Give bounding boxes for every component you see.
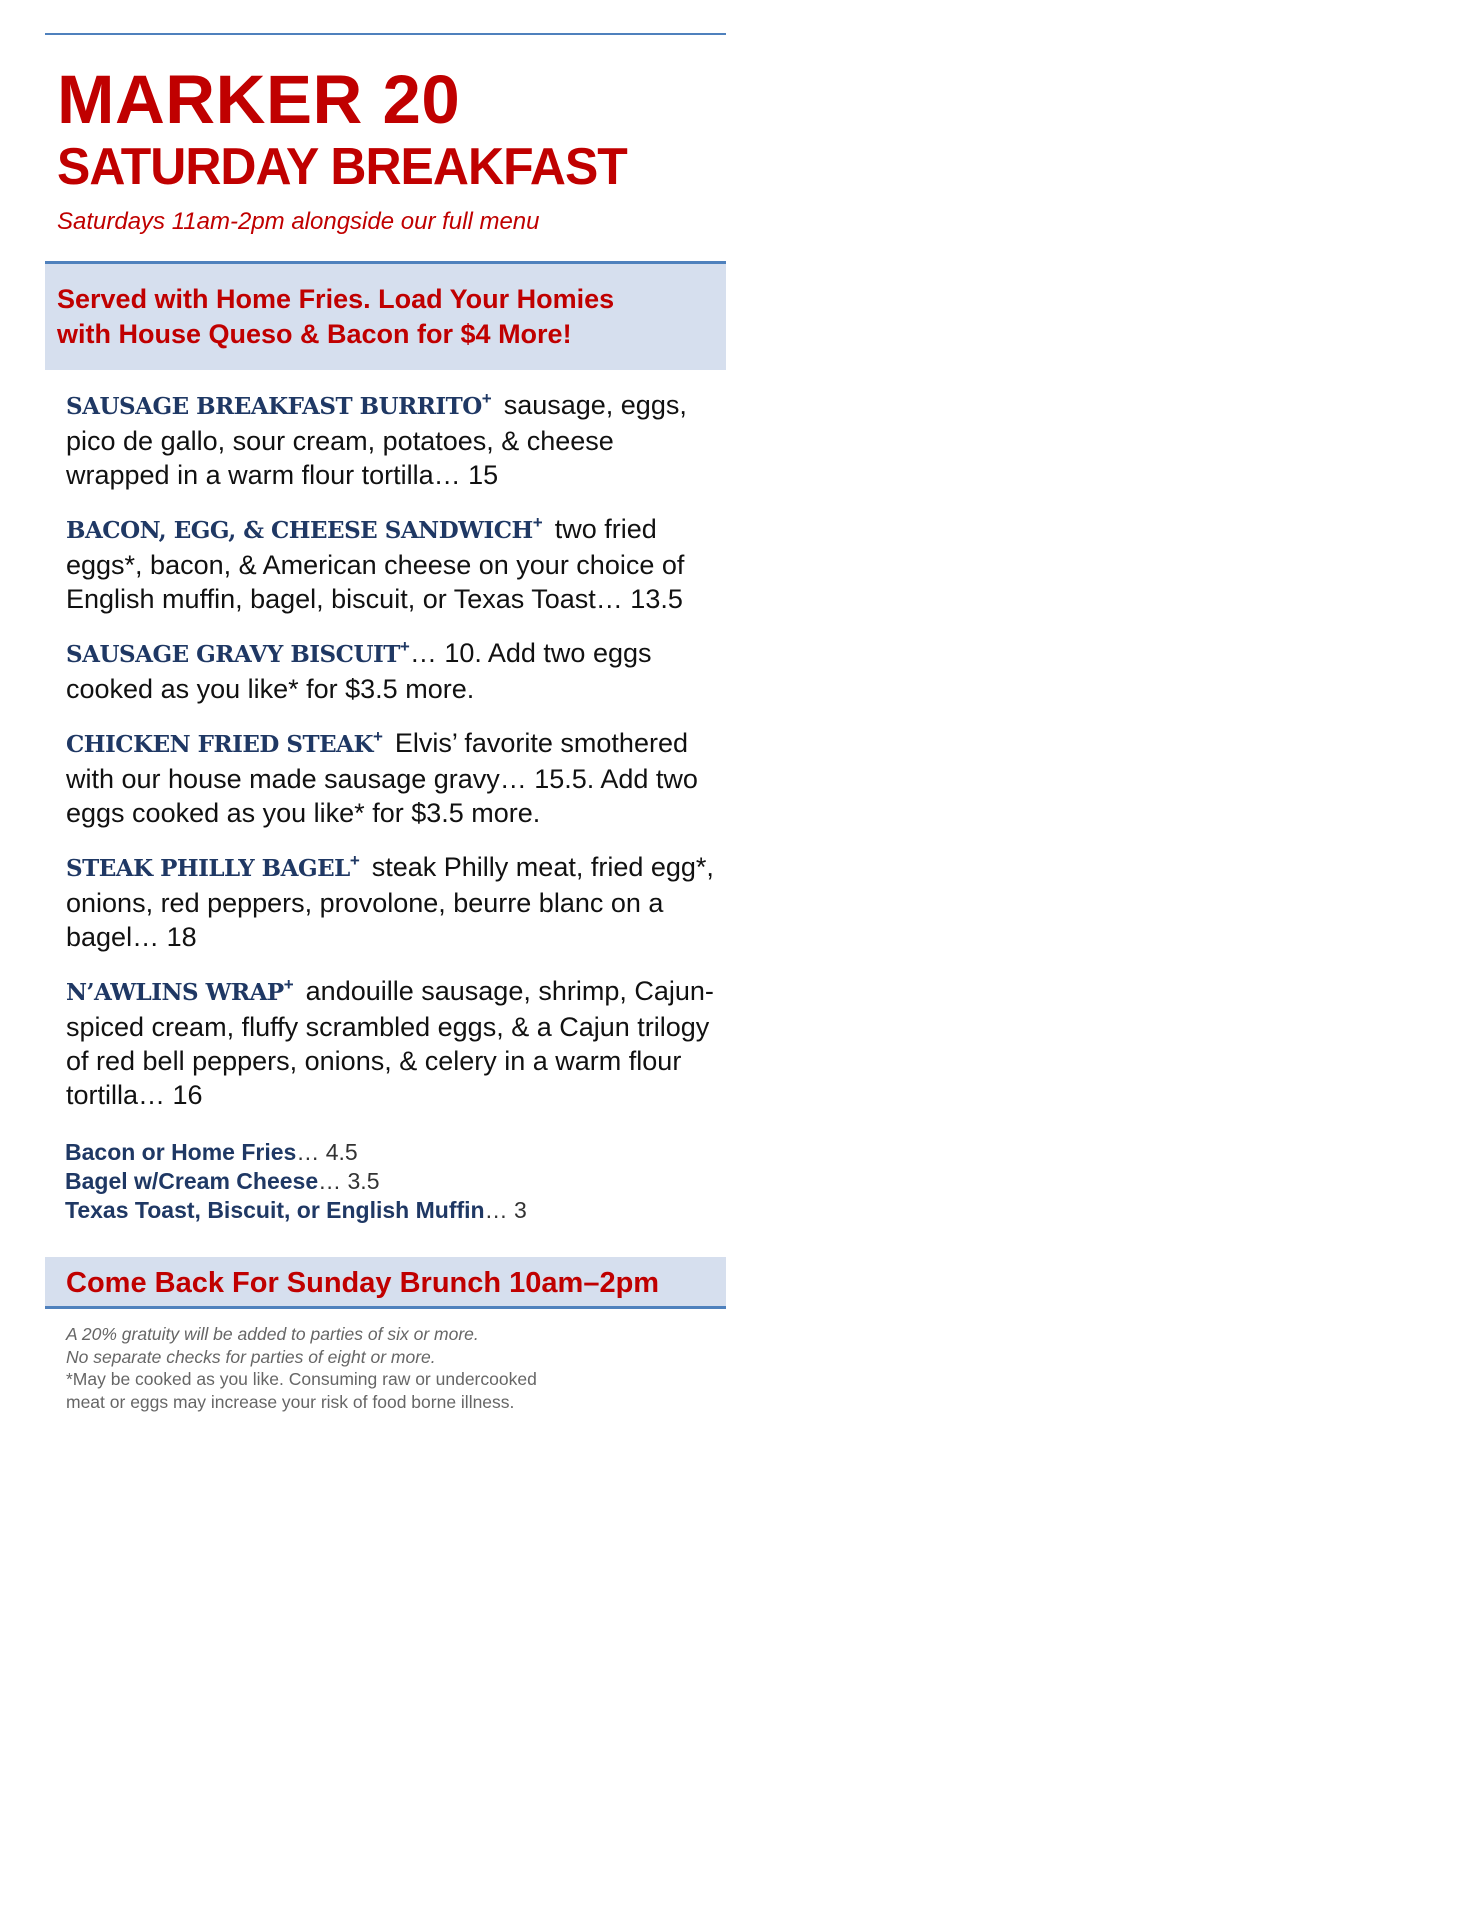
plus-marker: +: [399, 637, 410, 656]
sides-list: [45, 1132, 726, 1225]
item-description: … 10. Add two eggs cooked as you like* for $3.5 more.: [66, 638, 652, 704]
menu-item: [66, 388, 716, 492]
menu-item: [66, 850, 716, 954]
item-name: STEAK PHILLY BAGEL: [66, 855, 350, 882]
menu-item: [66, 512, 716, 616]
promo-banner: [45, 261, 726, 370]
side-name: Texas Toast, Biscuit, or English Muffin: [65, 1197, 485, 1223]
menu-subtitle: SATURDAY BREAKFAST: [57, 138, 627, 196]
item-name: CHICKEN FRIED STEAK: [66, 731, 373, 758]
side-name: Bacon or Home Fries: [65, 1139, 297, 1165]
menu-item: [66, 726, 716, 830]
breakfast-menu: [45, 33, 726, 1413]
item-description: steak Philly meat, fried egg*, onions, red peppers, provolone, beurre blanc on a bagel… 18: [66, 852, 714, 952]
promo-line-1: Served with Home Fries. Load Your Homies: [57, 284, 615, 314]
consumer-warning-line-2: meat or eggs may increase your risk of food borne illness.: [66, 1391, 515, 1412]
item-description: two fried eggs*, bacon, & American cheese on your choice of English muffin, bagel, biscuit, or Texas Toast… 13.5: [66, 514, 685, 614]
side-price: … 4.5: [296, 1139, 358, 1165]
plus-marker: +: [349, 851, 360, 870]
side-item: [65, 1138, 726, 1167]
gratuity-note: A 20% gratuity will be added to parties of six or more.: [66, 1324, 479, 1344]
item-description: Elvis’ favorite smothered with our house made sausage gravy… 15.5. Add two eggs cooked as you like* for $3.5 more.: [66, 728, 698, 828]
footer-notes: [45, 1309, 726, 1413]
menu-header: [45, 35, 726, 237]
item-name: BACON, EGG, & CHEESE SANDWICH: [66, 517, 533, 544]
plus-marker: +: [283, 975, 294, 994]
item-name: SAUSAGE GRAVY BISCUIT: [66, 641, 400, 668]
plus-marker: +: [481, 389, 492, 408]
consumer-warning-line-1: *May be cooked as you like. Consuming raw or undercooked: [66, 1369, 537, 1389]
separate-checks-note: No separate checks for parties of eight or more.: [66, 1346, 436, 1367]
side-item: [65, 1167, 726, 1196]
service-hours: Saturdays 11am-2pm alongside our full menu: [57, 208, 540, 235]
menu-item: [66, 974, 716, 1112]
item-description: andouille sausage, shrimp, Cajun-spiced cream, fluffy scrambled eggs, & a Cajun trilogy of red bell peppers, onions, & celery in a warm flour tortilla… 16: [66, 976, 714, 1110]
side-price: … 3.5: [318, 1168, 380, 1194]
promo-line-2: with House Queso & Bacon for $4 More!: [57, 319, 572, 349]
restaurant-title: MARKER 20: [57, 61, 461, 138]
side-item: [65, 1196, 726, 1225]
item-name: N’AWLINS WRAP: [66, 979, 284, 1006]
item-name: SAUSAGE BREAKFAST BURRITO: [66, 393, 482, 420]
plus-marker: +: [532, 513, 543, 532]
item-description: sausage, eggs, pico de gallo, sour cream, potatoes, & cheese wrapped in a warm flour tortilla… 15: [66, 390, 687, 490]
side-price: … 3: [484, 1197, 527, 1223]
plus-marker: +: [372, 727, 383, 746]
brunch-banner: Come Back For Sunday Brunch 10am–2pm: [45, 1257, 726, 1309]
side-name: Bagel w/Cream Cheese: [65, 1168, 319, 1194]
menu-item: [66, 636, 716, 706]
menu-items: [45, 370, 726, 1112]
